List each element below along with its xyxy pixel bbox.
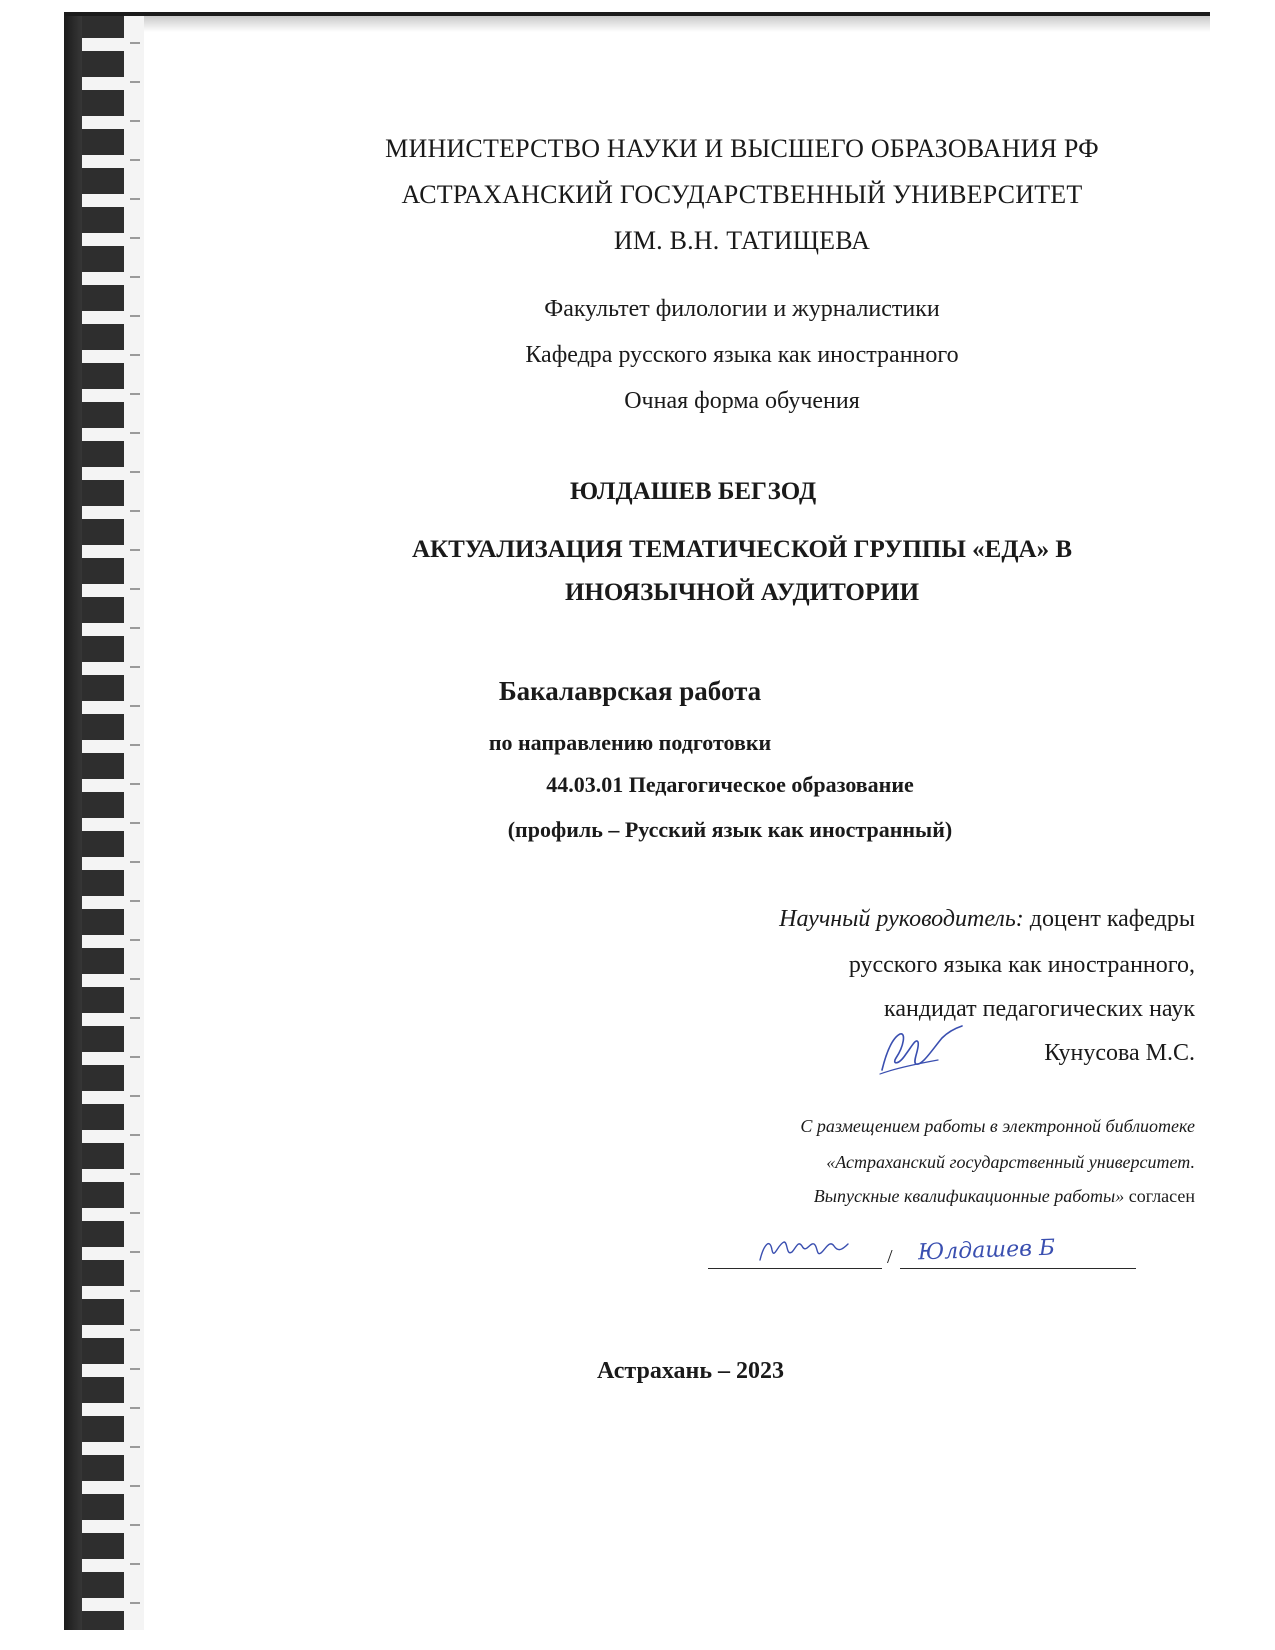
consent-line1: С размещением работы в электронной библиотеке xyxy=(800,1116,1195,1136)
binding-teeth xyxy=(82,12,124,1630)
supervisor-signature xyxy=(876,1024,966,1080)
faculty-name: Факультет филологии и журналистики xyxy=(544,296,940,322)
binding-ticks xyxy=(130,12,140,1630)
ministry-name: МИНИСТЕРСТВО НАУКИ И ВЫСШЕГО ОБРАЗОВАНИЯ РФ xyxy=(385,134,1099,163)
signature-separator: / xyxy=(887,1246,893,1268)
consent-line3 xyxy=(814,1186,1195,1207)
consent-line3-italic: Выпускные квалификационные работы» xyxy=(813,1186,1125,1206)
supervisor-line3: кандидат педагогических наук xyxy=(884,996,1195,1022)
supervisor-position: доцент кафедры xyxy=(1023,906,1195,932)
student-name-handwritten: Юлдашев Б xyxy=(917,1235,1056,1266)
consent-agreed: согласен xyxy=(1124,1186,1195,1206)
author-name: ЮЛДАШЕВ БЕГЗОД xyxy=(570,478,817,505)
binding-spine xyxy=(64,12,84,1630)
chair-name: Кафедра русского языка как иностранного xyxy=(525,342,959,368)
study-form: Очная форма обучения xyxy=(624,388,860,414)
name-line xyxy=(900,1268,1136,1269)
thesis-title-line2: ИНОЯЗЫЧНОЙ АУДИТОРИИ xyxy=(564,579,920,606)
supervisor-line1 xyxy=(779,906,1195,933)
binding-strip xyxy=(64,12,144,1630)
supervisor-label: Научный руководитель: xyxy=(779,906,1024,932)
student-signature xyxy=(756,1230,852,1270)
university-name-suffix: ИМ. В.Н. ТАТИЩЕВА xyxy=(613,226,871,255)
thesis-title-line1: АКТУАЛИЗАЦИЯ ТЕМАТИЧЕСКОЙ ГРУППЫ «ЕДА» В xyxy=(411,536,1073,563)
city-year: Астрахань – 2023 xyxy=(597,1358,785,1384)
direction-code: 44.03.01 Педагогическое образование xyxy=(546,772,914,797)
supervisor-line2: русского языка как иностранного, xyxy=(848,952,1195,978)
supervisor-name: Кунусова М.С. xyxy=(1044,1040,1195,1066)
direction-label: по направлению подготовки xyxy=(488,730,772,755)
work-type: Бакалаврская работа xyxy=(498,676,762,706)
profile: (профиль – Русский язык как иностранный) xyxy=(507,817,953,842)
consent-line2: «Астраханский государственный университет. xyxy=(826,1152,1195,1172)
scan-top-shadow xyxy=(144,16,1210,32)
university-name: АСТРАХАНСКИЙ ГОСУДАРСТВЕННЫЙ УНИВЕРСИТЕТ xyxy=(401,180,1083,209)
